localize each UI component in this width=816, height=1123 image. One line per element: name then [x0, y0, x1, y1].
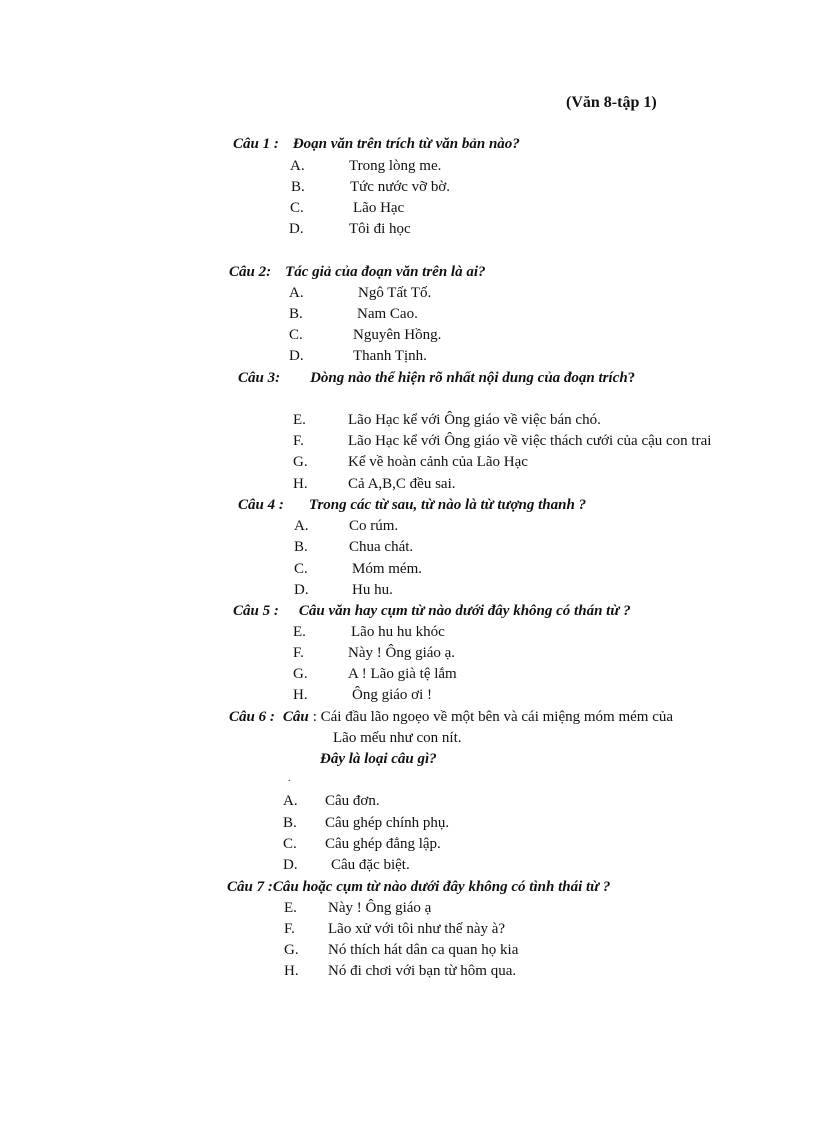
question-label: Câu 3: [238, 370, 281, 386]
option-text: Lão Hạc kể với Ông giáo về việc thách cưới của cậu con trai [348, 433, 712, 449]
question-text: Dòng nào thể hiện rõ nhất nội dung của đoạn trích [310, 370, 628, 386]
option-letter: G. [284, 942, 299, 958]
option-letter: G. [293, 454, 308, 470]
option-text: Chua chát. [349, 539, 414, 555]
question-text: Tác giả của đoạn văn trên là ai? [285, 264, 486, 280]
option-letter: A. [290, 158, 305, 174]
stray-dot: . [288, 773, 291, 784]
option-letter: H. [293, 476, 308, 492]
option-letter: D. [283, 857, 298, 873]
option-text: Hu hu. [352, 582, 393, 598]
option-text: Thanh Tịnh. [353, 348, 427, 364]
question-5 [233, 603, 631, 620]
option-letter: C. [294, 561, 308, 577]
option-f [293, 433, 711, 450]
option-c [289, 327, 441, 344]
option-text: Câu đơn. [325, 793, 380, 809]
option-h [293, 476, 456, 493]
option-text: Câu đặc biệt. [331, 857, 410, 873]
question-text-line1: : Cái đầu lão ngoẹo về một bên và cái miệng móm mém của [312, 709, 674, 725]
option-letter: C. [283, 836, 297, 852]
option-a [294, 518, 398, 535]
option-letter: A. [289, 285, 304, 301]
option-letter: F. [293, 645, 304, 661]
question-label: Câu 1 : [233, 136, 279, 152]
option-d [289, 221, 411, 238]
option-text: Lão Hạc [353, 200, 405, 216]
option-d [283, 857, 410, 874]
option-letter: H. [293, 687, 308, 703]
option-text: Lão xử với tôi như thế này à? [328, 921, 506, 937]
option-letter: D. [294, 582, 309, 598]
option-text: Nam Cao. [357, 306, 418, 322]
option-text: Lão Hạc kể với Ông giáo về việc bán chó. [348, 412, 601, 428]
option-letter: A. [294, 518, 309, 534]
option-letter: A. [283, 793, 298, 809]
option-a [290, 158, 441, 175]
option-letter: B. [283, 815, 297, 831]
option-e [293, 624, 445, 641]
option-text: Móm mém. [352, 561, 422, 577]
question-1 [233, 136, 520, 153]
question-text: Câu hoặc cụm từ nào dưới đây không có tình thái từ ? [272, 879, 611, 895]
option-letter: C. [289, 327, 303, 343]
option-text: Nguyên Hồng. [353, 327, 442, 343]
option-text: Lão hu hu khóc [351, 624, 445, 640]
option-letter: D. [289, 348, 304, 364]
option-text: Co rúm. [349, 518, 399, 534]
option-text: Kể về hoàn cảnh của Lão Hạc [348, 454, 528, 470]
option-letter: C. [290, 200, 304, 216]
option-letter: F. [293, 433, 304, 449]
option-text: Này ! Ông giáo ạ [328, 900, 432, 916]
option-c [283, 836, 441, 853]
option-letter: B. [294, 539, 308, 555]
option-b [294, 539, 413, 556]
option-d [289, 348, 427, 365]
option-text: Nó thích hát dân ca quan họ kia [328, 942, 519, 958]
option-letter: B. [289, 306, 303, 322]
option-text: Nó đi chơi với bạn từ hôm qua. [328, 963, 517, 979]
option-letter: E. [284, 900, 297, 916]
option-g [284, 942, 518, 959]
option-h [293, 687, 432, 704]
option-text: Câu ghép đẳng lập. [325, 836, 441, 852]
question-label: Câu 5 : [233, 603, 279, 619]
question-3 [238, 370, 635, 387]
option-a [289, 285, 431, 302]
option-b [289, 306, 418, 323]
option-letter: E. [293, 412, 306, 428]
option-f [293, 645, 455, 662]
option-letter: G. [293, 666, 308, 682]
question-6-prompt: Đây là loại câu gì? [320, 751, 437, 767]
question-7 [227, 879, 610, 896]
question-6 [229, 709, 673, 726]
option-g [293, 666, 457, 683]
option-text: Tức nước vỡ bờ. [350, 179, 451, 195]
option-text: Câu ghép chính phụ. [325, 815, 450, 831]
option-e [284, 900, 431, 917]
question-text: Trong các từ sau, từ nào là từ tượng thanh ? [308, 497, 587, 513]
question-inline-label: Câu [282, 709, 309, 725]
question-4 [238, 497, 586, 514]
option-b [291, 179, 450, 196]
question-label: Câu 2: [229, 264, 272, 280]
option-c [290, 200, 404, 217]
option-g [293, 454, 528, 471]
option-letter: H. [284, 963, 299, 979]
option-letter: D. [289, 221, 304, 237]
option-text: Trong lòng me. [349, 158, 442, 174]
option-d [294, 582, 393, 599]
option-text: A ! Lão già tệ lắm [348, 666, 457, 682]
document-header: (Văn 8-tập 1) [566, 94, 657, 111]
option-letter: B. [291, 179, 305, 195]
question-text: Đoạn văn trên trích từ văn bản nào? [292, 136, 520, 152]
option-h [284, 963, 516, 980]
option-text: Ông giáo ơi ! [352, 687, 433, 703]
option-letter: F. [284, 921, 295, 937]
option-text: Tôi đi học [349, 221, 411, 237]
question-label: Câu 7 : [227, 879, 273, 895]
option-letter: E. [293, 624, 306, 640]
option-b [283, 815, 449, 832]
question-mark: ? [627, 370, 636, 386]
option-text: Này ! Ông giáo ạ. [348, 645, 456, 661]
option-text: Cả A,B,C đều sai. [348, 476, 456, 492]
option-f [284, 921, 505, 938]
question-label: Câu 6 : [229, 709, 275, 725]
option-c [294, 561, 422, 578]
question-label: Câu 4 : [238, 497, 284, 513]
option-text: Ngô Tất Tố. [358, 285, 432, 301]
question-text: Câu văn hay cụm từ nào dưới đây không có thán từ ? [298, 603, 631, 619]
option-a [283, 793, 380, 810]
option-e [293, 412, 601, 429]
question-2 [229, 264, 486, 281]
question-text-line2: Lão mếu như con nít. [333, 730, 462, 746]
